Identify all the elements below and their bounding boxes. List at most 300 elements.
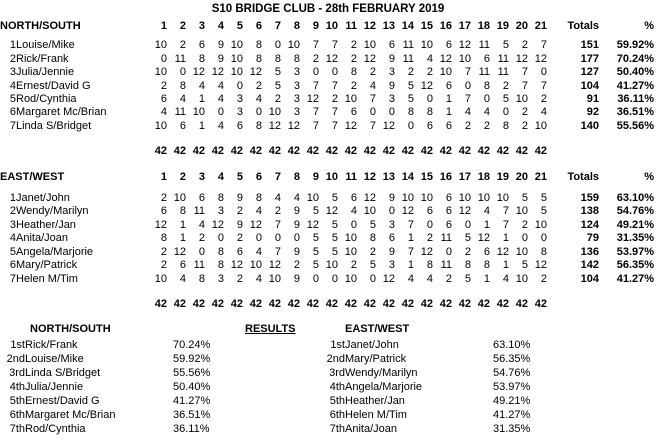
score-cell: 4 [502,272,510,285]
score-cell: 0 [312,66,320,79]
score-cell: 0 [312,272,320,285]
score-cell: 1 [445,93,453,106]
board-column-header: 10 [325,170,339,183]
pair-rank: 5 [9,93,16,106]
score-cell: 0 [160,52,168,65]
score-cell: 5 [331,218,339,231]
result-percentage: 54.76% [493,367,531,380]
score-cell: 0 [179,66,187,79]
board-column-header: 11 [345,170,358,183]
score-cell: 10 [344,232,358,245]
score-cell: 10 [230,39,244,52]
total-cell: 136 [580,245,600,258]
total-cell: 92 [586,106,600,119]
board-column-header: 8 [293,170,301,183]
board-column-header: 6 [255,170,263,183]
result-percentage: 70.24% [173,339,211,352]
score-cell: 5 [312,259,320,272]
pair-name: Louise/Mike [16,39,75,52]
score-cell: 7 [331,39,339,52]
pair-rank: 4 [9,79,16,92]
score-cell: 2 [350,39,358,52]
score-cell: 2 [521,218,529,231]
result-row [0,380,233,394]
score-cell: 8 [179,79,187,92]
board-column-header: 19 [496,20,510,32]
result-pair-name: Heather/Jan [345,395,405,408]
result-row [320,352,553,366]
score-cell: 1 [179,232,187,245]
score-cell: 11 [478,39,491,52]
score-cell: 6 [236,245,244,258]
score-cell: 3 [388,218,396,231]
result-row [0,408,233,422]
score-cell: 6 [445,218,453,231]
score-cell: 3 [388,93,396,106]
score-cell: 6 [426,119,434,132]
board-column-header: 3 [198,170,206,183]
board-count-cell: 42 [325,297,339,310]
board-column-header: 17 [458,170,472,183]
pair-name: Ernest/David G [16,79,91,92]
board-count-cell: 42 [363,145,377,158]
board-column-header: 21 [534,20,548,32]
score-cell: 1 [179,218,187,231]
score-cell: 6 [426,205,434,218]
score-cell: 2 [274,93,282,106]
board-column-header: 5 [236,170,244,183]
pair-name: Angela/Marjorie [16,245,94,258]
totals-column-header: Totals [567,20,600,32]
board-count-cell: 42 [306,297,320,310]
score-cell: 5 [407,93,415,106]
score-cell: 8 [483,259,491,272]
board-column-header: 12 [363,20,377,32]
score-cell: 4 [293,192,301,205]
score-cell: 10 [287,39,301,52]
pair-name: Helen M/Tim [16,272,78,285]
board-count-cell: 42 [344,145,358,158]
result-pair-name: Louise/Mike [25,353,84,366]
pair-rank: 1 [9,39,16,52]
score-cell: 10 [173,192,187,205]
column-header-row [0,20,654,39]
pair-rank: 2 [9,52,16,65]
result-position: 2nd [326,353,345,366]
pair-name: Janet/John [16,192,70,205]
pct-cell: 54.76% [616,205,655,218]
score-cell: 2 [236,272,244,285]
result-percentage: 53.97% [493,381,531,394]
score-cell: 7 [312,106,320,119]
result-pair-name: Mary/Patrick [345,353,407,366]
score-cell: 4 [369,79,377,92]
score-cell: 10 [515,93,529,106]
score-cell: 3 [388,66,396,79]
results-east-west-heading: EAST/WEST [345,323,410,336]
score-cell: 9 [236,218,244,231]
score-cell: 6 [483,52,491,65]
score-cell: 2 [331,93,339,106]
score-row [0,246,654,259]
score-cell: 12 [268,119,282,132]
score-cell: 0 [331,66,339,79]
score-cell: 4 [426,272,434,285]
total-cell: 124 [580,218,600,231]
board-column-header: 8 [293,20,301,32]
score-cell: 4 [198,218,206,231]
score-cell: 5 [407,79,415,92]
score-cell: 12 [249,66,263,79]
score-cell: 2 [255,79,263,92]
result-pair-name: Linda S/Bridget [25,367,101,380]
score-cell: 2 [160,259,168,272]
score-cell: 9 [293,205,301,218]
score-cell: 10 [344,272,358,285]
board-count-cell: 42 [477,297,491,310]
score-cell: 5 [369,259,377,272]
score-row [0,120,654,133]
score-cell: 12 [306,218,320,231]
score-cell: 7 [312,39,320,52]
score-cell: 10 [515,272,529,285]
score-cell: 0 [274,39,282,52]
board-count-cell: 42 [211,297,225,310]
score-cell: 8 [274,52,282,65]
result-percentage: 50.40% [173,381,211,394]
total-cell: 104 [580,79,600,92]
score-cell: 10 [401,192,415,205]
page-title: S10 BRIDGE CLUB - 28th FEBRUARY 2019 [211,3,445,15]
score-cell: 11 [193,205,206,218]
score-cell: 7 [521,66,529,79]
score-cell: 12 [496,245,510,258]
score-cell: 4 [407,272,415,285]
result-row [320,408,553,422]
results-north-south-heading: NORTH/SOUTH [30,323,111,336]
score-cell: 6 [179,259,187,272]
result-position: 7th [329,423,345,436]
score-cell: 9 [293,272,301,285]
score-cell: 2 [540,93,548,106]
board-count-cell: 42 [192,145,206,158]
score-cell: 6 [179,119,187,132]
score-cell: 9 [388,52,396,65]
board-count-cell: 42 [420,297,434,310]
board-count-cell: 42 [439,145,453,158]
score-cell: 0 [540,232,548,245]
score-cell: 4 [217,93,225,106]
score-cell: 11 [478,66,491,79]
result-row [0,422,233,436]
score-cell: 2 [445,272,453,285]
score-cell: 12 [344,119,358,132]
score-cell: 5 [502,39,510,52]
score-cell: 12 [268,259,282,272]
board-count-cell: 42 [477,145,491,158]
result-position: 7th [9,423,25,436]
score-cell: 5 [331,245,339,258]
pct-cell: 70.24% [616,52,655,65]
score-cell: 1 [483,218,491,231]
score-cell: 7 [274,218,282,231]
score-cell: 10 [230,52,244,65]
board-count-spacer [547,133,599,158]
score-cell: 10 [496,192,510,205]
board-count-cell: 42 [268,297,282,310]
score-cell: 5 [369,218,377,231]
score-cell: 7 [521,79,529,92]
score-cell: 2 [426,232,434,245]
score-cell: 4 [483,106,491,119]
score-cell: 8 [502,119,510,132]
result-pair-name: Angela/Marjorie [345,381,423,394]
score-cell: 8 [255,192,263,205]
score-cell: 0 [521,232,529,245]
score-cell: 8 [255,52,263,65]
board-column-header: 11 [345,20,358,32]
pair-rank: 5 [9,245,16,258]
score-cell: 5 [312,245,320,258]
board-count-spacer [0,133,148,158]
score-cell: 8 [198,52,206,65]
score-cell: 0 [540,66,548,79]
score-cell: 0 [502,106,510,119]
pct-cell: 55.56% [616,119,655,132]
board-count-cell: 42 [154,145,168,158]
score-cell: 4 [350,205,358,218]
score-cell: 1 [198,119,206,132]
score-cell: 12 [420,79,434,92]
board-column-header: 20 [515,170,529,183]
result-position: 6th [329,409,345,422]
board-column-header: 3 [198,20,206,32]
result-row [320,338,553,352]
percent-column-header: % [644,170,655,183]
score-cell: 7 [464,66,472,79]
score-cell: 8 [464,259,472,272]
score-cell: 6 [388,232,396,245]
score-cell: 12 [363,192,377,205]
section-label: EAST/WEST [0,170,65,183]
score-cell: 10 [154,39,168,52]
score-row [0,273,654,286]
score-cell: 8 [426,106,434,119]
score-cell: 2 [426,66,434,79]
score-cell: 7 [331,119,339,132]
score-cell: 6 [350,192,358,205]
score-row [0,205,654,218]
board-count-spacer [599,133,654,158]
board-column-header: 9 [312,20,320,32]
board-column-header: 15 [420,20,434,32]
score-cell: 9 [217,52,225,65]
results-east-west-list [320,338,553,436]
score-cell: 3 [217,205,225,218]
score-cell: 3 [217,272,225,285]
board-count-cell: 42 [230,297,244,310]
score-cell: 6 [445,119,453,132]
score-cell: 11 [440,259,453,272]
score-row [0,192,654,205]
result-pair-name: Rick/Frank [25,339,78,352]
score-row [0,39,654,52]
score-cell: 5 [502,93,510,106]
result-position: 1st [330,339,345,352]
result-row [320,422,553,436]
score-cell: 11 [174,106,187,119]
score-cell: 8 [369,232,377,245]
score-row [0,232,654,245]
score-cell: 10 [306,192,320,205]
score-cell: 4 [255,93,263,106]
total-cell: 140 [580,119,600,132]
score-cell: 8 [293,52,301,65]
result-percentage: 55.56% [173,367,211,380]
score-cell: 7 [369,93,377,106]
score-cell: 5 [540,192,548,205]
score-cell: 2 [369,66,377,79]
result-pair-name: Wendy/Marilyn [345,367,418,380]
score-row [0,53,654,66]
score-cell: 10 [268,106,282,119]
total-cell: 79 [586,232,600,245]
score-cell: 4 [179,93,187,106]
board-column-header: 2 [179,20,187,32]
board-count-cell: 42 [401,297,415,310]
score-cell: 2 [293,259,301,272]
score-cell: 4 [217,79,225,92]
score-cell: 0 [388,205,396,218]
score-cell: 5 [540,205,548,218]
score-cell: 5 [521,192,529,205]
score-cell: 8 [407,106,415,119]
board-count-cell: 42 [534,297,548,310]
result-percentage: 41.27% [173,395,211,408]
score-cell: 0 [217,232,225,245]
score-cell: 6 [483,245,491,258]
score-cell: 6 [445,39,453,52]
score-cell: 8 [198,272,206,285]
pair-rank: 6 [9,106,16,119]
score-cell: 6 [160,205,168,218]
result-row [0,394,233,408]
score-cell: 2 [160,79,168,92]
score-cell: 2 [312,52,320,65]
result-row [0,366,233,380]
score-cell: 10 [534,218,548,231]
score-cell: 4 [426,52,434,65]
board-column-header: 6 [255,20,263,32]
score-cell: 12 [401,205,415,218]
board-column-header: 17 [458,20,472,32]
score-cell: 0 [407,119,415,132]
score-cell: 4 [255,205,263,218]
score-cell: 7 [331,106,339,119]
score-cell: 0 [483,93,491,106]
score-cell: 4 [198,79,206,92]
score-cell: 10 [325,259,339,272]
score-row [0,106,654,119]
score-cell: 10 [192,106,206,119]
score-cell: 10 [515,205,529,218]
score-cell: 12 [249,218,263,231]
board-column-header: 12 [363,170,377,183]
score-cell: 0 [369,106,377,119]
pct-cell: 56.35% [616,259,655,272]
score-cell: 2 [350,52,358,65]
score-cell: 8 [160,232,168,245]
result-pair-name: Rod/Cynthia [25,423,86,436]
pct-cell: 41.27% [616,79,655,92]
score-cell: 6 [350,106,358,119]
score-cell: 3 [293,66,301,79]
score-cell: 12 [458,39,472,52]
score-cell: 10 [439,66,453,79]
score-row [0,93,654,106]
board-count-cell: 42 [154,297,168,310]
board-column-header: 1 [160,170,168,183]
score-cell: 11 [402,52,415,65]
score-cell: 4 [179,272,187,285]
score-cell: 11 [497,52,510,65]
score-cell: 10 [477,192,491,205]
score-cell: 12 [211,66,225,79]
score-cell: 12 [420,245,434,258]
board-column-header: 2 [179,170,187,183]
board-count-cell: 42 [268,145,282,158]
pair-name: Rick/Frank [16,52,69,65]
score-cell: 7 [407,218,415,231]
board-count-cell: 42 [249,297,263,310]
score-row [0,80,654,93]
result-pair-name: Janet/John [345,339,399,352]
score-cell: 3 [293,93,301,106]
score-cell: 7 [331,79,339,92]
results-heading: RESULTS [245,323,296,336]
score-cell: 1 [407,259,415,272]
score-cell: 12 [287,119,301,132]
score-cell: 8 [255,119,263,132]
result-row [0,338,233,352]
score-cell: 4 [255,245,263,258]
score-cell: 7 [540,79,548,92]
score-cell: 4 [464,106,472,119]
score-cell: 3 [388,259,396,272]
score-cell: 10 [363,205,377,218]
score-cell: 7 [540,39,548,52]
board-column-header: 7 [274,20,282,32]
pair-name: Rod/Cynthia [16,93,77,106]
score-cell: 12 [154,218,168,231]
board-count-cell: 42 [382,145,396,158]
score-cell: 5 [464,272,472,285]
board-count-cell: 42 [534,145,548,158]
pct-cell: 36.11% [617,93,655,106]
pair-rank: 2 [9,205,16,218]
score-cell: 0 [388,106,396,119]
result-position: 1st [10,339,25,352]
score-cell: 0 [331,272,339,285]
pair-rank: 7 [9,272,16,285]
board-count-spacer [599,286,654,311]
result-position: 5th [9,395,25,408]
score-cell: 1 [407,232,415,245]
score-cell: 2 [521,39,529,52]
board-count-cell: 42 [496,297,510,310]
score-cell: 10 [154,119,168,132]
score-cell: 9 [217,39,225,52]
